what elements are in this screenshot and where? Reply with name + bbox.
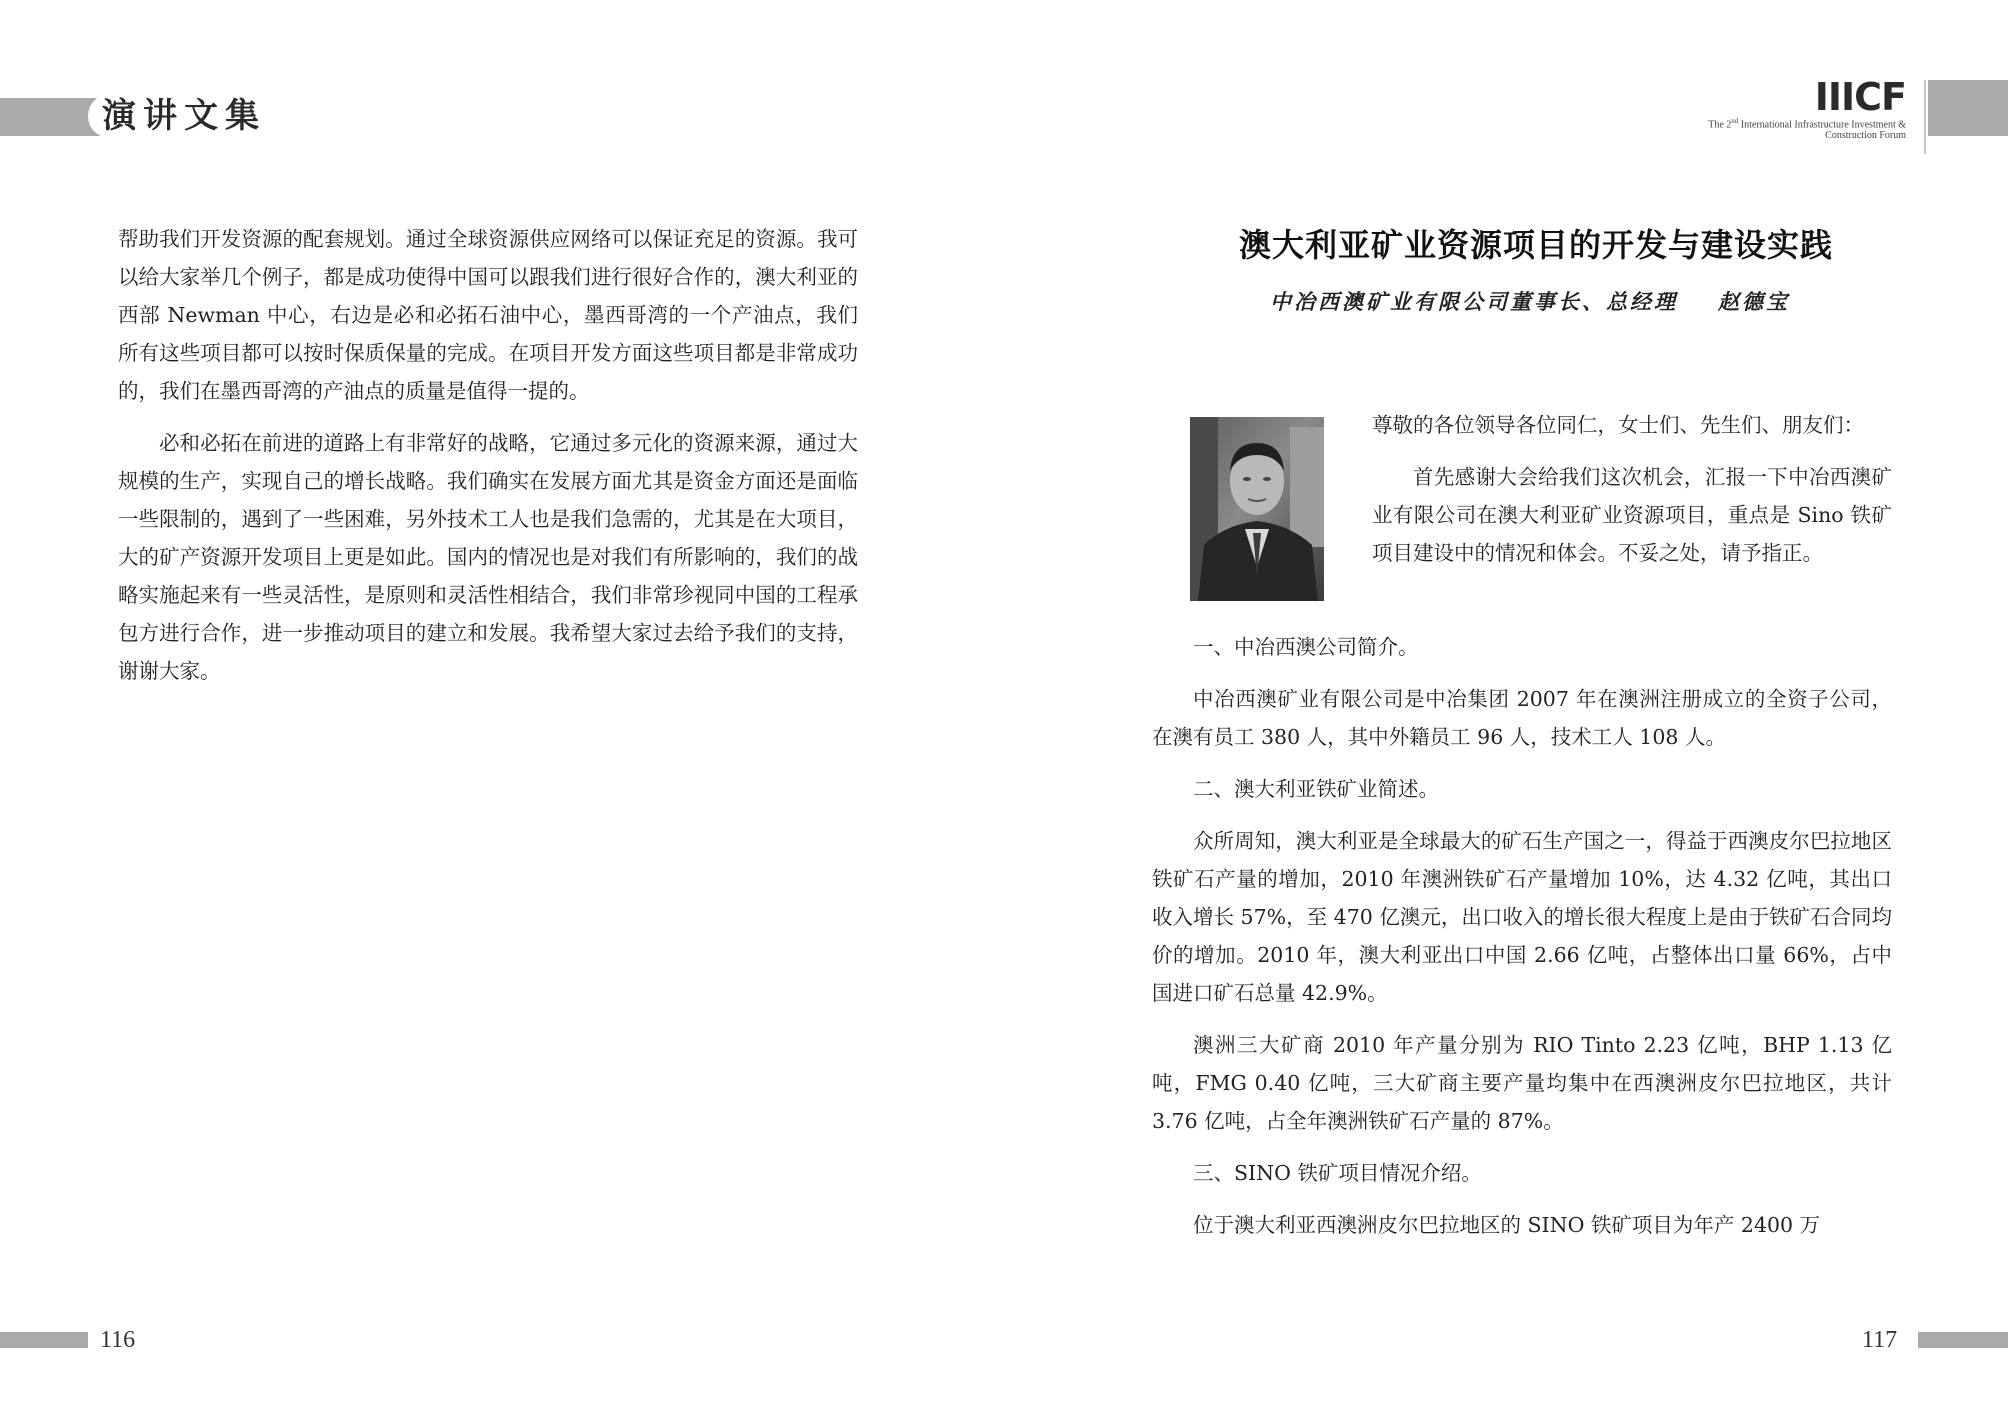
right-page-body — [1152, 628, 1892, 1244]
section-paragraph-2: 众所周知，澳大利亚是全球最大的矿石生产国之一，得益于西澳皮尔巴拉地区铁矿石产量的增加，2010 年澳洲铁矿石产量增加 10%，达 4.32 亿吨，其出口收入增长 57%，至 470 亿澳元，出口收入的增长很大程度上是由于铁矿石合同均价的增加。2010 年，澳大利亚出口中国 2.66 亿吨，占整体出口量 66%，占中国进口矿石总量 42.9%。 — [1152, 829, 1892, 1005]
intro-paragraph: 首先感谢大会给我们这次机会，汇报一下中冶西澳矿业有限公司在澳大利亚矿业资源项目，重点是 Sino 铁矿项目建设中的情况和体会。不妥之处，请予指正。 — [1372, 465, 1892, 565]
section-heading-2: 二、澳大利亚铁矿业简述。 — [1193, 777, 1439, 801]
salutation: 尊敬的各位领导各位同仁，女士们、先生们、朋友们： — [1372, 413, 1864, 437]
left-page-number: 116 — [100, 1327, 136, 1353]
left-page-body — [118, 220, 858, 690]
right-page-number: 117 — [1862, 1327, 1898, 1353]
right-header-bar — [1928, 80, 2008, 136]
left-paragraph-1: 帮助我们开发资源的配套规划。通过全球资源供应网络可以保证充足的资源。我可以给大家举几个例子，都是成功使得中国可以跟我们进行很好合作的，澳大利亚的西部 Newman 中心，右边是必和必拓石油中心，墨西哥湾的一个产油点，我们所有这些项目都可以按时保质保量的完成。在项目开发方面这些项目都是非常成功的，我们在墨西哥湾的产油点的质量是值得一提的。 — [118, 227, 858, 403]
forum-logo-mark: IIICF — [1814, 75, 1906, 119]
section-heading-1: 一、中冶西澳公司简介。 — [1193, 635, 1419, 659]
section-paragraph-1: 中冶西澳矿业有限公司是中冶集团 2007 年在澳洲注册成立的全资子公司，在澳有员工 380 人，其中外籍员工 96 人，技术工人 108 人。 — [1152, 687, 1892, 749]
byline-name: 赵德宝 — [1718, 289, 1790, 314]
section-paragraph-3: 澳洲三大矿商 2010 年产量分别为 RIO Tinto 2.23 亿吨，BHP 1.13 亿吨，FMG 0.40 亿吨，三大矿商主要产量均集中在西澳洲皮尔巴拉地区，共计 3.76 亿吨，占全年澳洲铁矿石产量的 87%。 — [1152, 1033, 1892, 1133]
section-paragraph-4: 位于澳大利亚西澳洲皮尔巴拉地区的 SINO 铁矿项目为年产 2400 万 — [1193, 1213, 1821, 1237]
article-title: 澳大利亚矿业资源项目的开发与建设实践 — [1238, 226, 1833, 264]
right-header-rule — [1924, 80, 1926, 154]
speaker-portrait — [1190, 417, 1324, 601]
byline-role: 中冶西澳矿业有限公司董事长、总经理 — [1270, 289, 1678, 314]
left-paragraph-2: 必和必拓在前进的道路上有非常好的战略，它通过多元化的资源来源，通过大规模的生产，实现自己的增长战略。我们确实在发展方面尤其是资金方面还是面临一些限制的，遇到了一些困难，另外技术工人也是我们急需的，尤其是在大项目，大的矿产资源开发项目上更是如此。国内的情况也是对我们有所影响的，我们的战略实施起来有一些灵活性，是原则和灵活性相结合，我们非常珍视同中国的工程承包方进行合作，进一步推动项目的建立和发展。我希望大家过去给予我们的支持，谢谢大家。 — [118, 431, 858, 683]
right-footer-bar — [1918, 1332, 2008, 1348]
forum-logo — [1656, 75, 1906, 142]
forum-logo-subtitle: The 2nd International Infrastructure Investment & Construction Forum — [1708, 117, 1906, 142]
left-header-label: 演讲文集 — [88, 94, 282, 138]
intro-block — [1372, 406, 1892, 572]
section-heading-3: 三、SINO 铁矿项目情况介绍。 — [1193, 1161, 1482, 1185]
left-footer-bar — [0, 1332, 88, 1348]
article-byline — [1270, 286, 1810, 316]
